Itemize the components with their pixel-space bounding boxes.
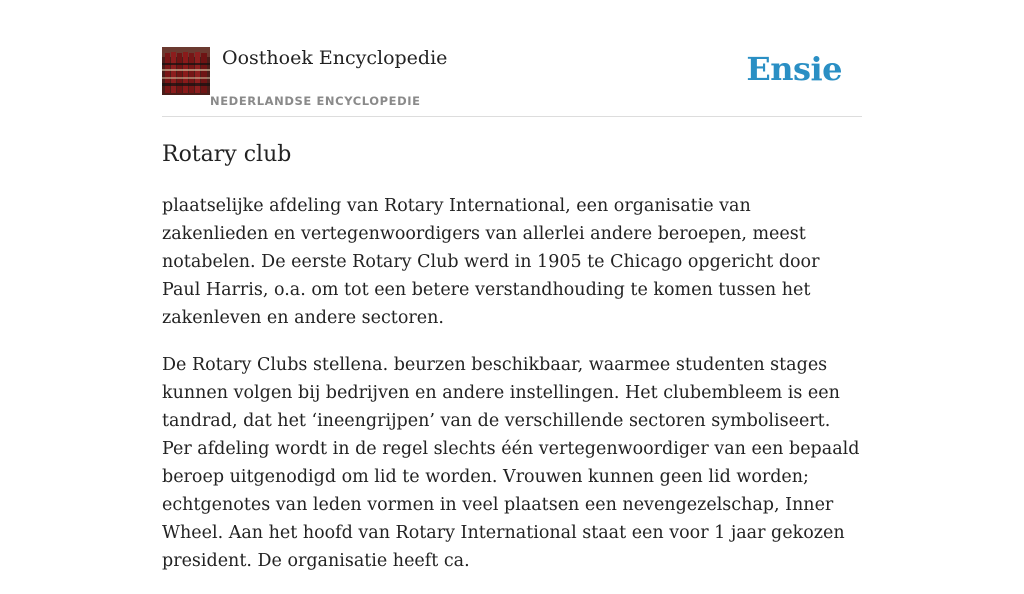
article-body xyxy=(162,192,862,594)
brand-logo[interactable]: Ensie xyxy=(746,50,842,88)
encyclopedia-books-icon[interactable] xyxy=(162,47,210,95)
article-title: Rotary club xyxy=(162,142,292,167)
source-name[interactable]: Oosthoek Encyclopedie xyxy=(222,47,448,69)
site-header xyxy=(162,46,862,117)
source-subtitle: NEDERLANDSE ENCYCLOPEDIE xyxy=(210,94,421,108)
article-paragraph: plaatselijke afdeling van Rotary International, een organisatie van zakenlieden en vertegenwoordigers van allerlei andere beroepen, meest notabelen. De eerste Rotary Club werd in 1905 te Chicago opgericht door Paul Harris, o.a. om tot een betere verstandhouding te komen tussen het zakenleven en andere sectoren. xyxy=(162,196,820,328)
article-paragraph: De Rotary Clubs stellena. beurzen beschikbaar, waarmee studenten stages kunnen volgen bij bedrijven en andere instellingen. Het clubembleem is een tandrad, dat het ‘ineengrijpen’ van de verschillende sectoren symboliseert. Per afdeling wordt in de regel slechts één vertegenwoordiger van een bepaald beroep uitgenodigd om lid te worden. Vrouwen kunnen geen lid worden; echtgenotes van leden vormen in veel plaatsen een nevengezelschap, Inner Wheel. Aan het hoofd van Rotary International staat een voor 1 jaar gekozen president. De organisatie heeft ca. xyxy=(162,355,860,571)
